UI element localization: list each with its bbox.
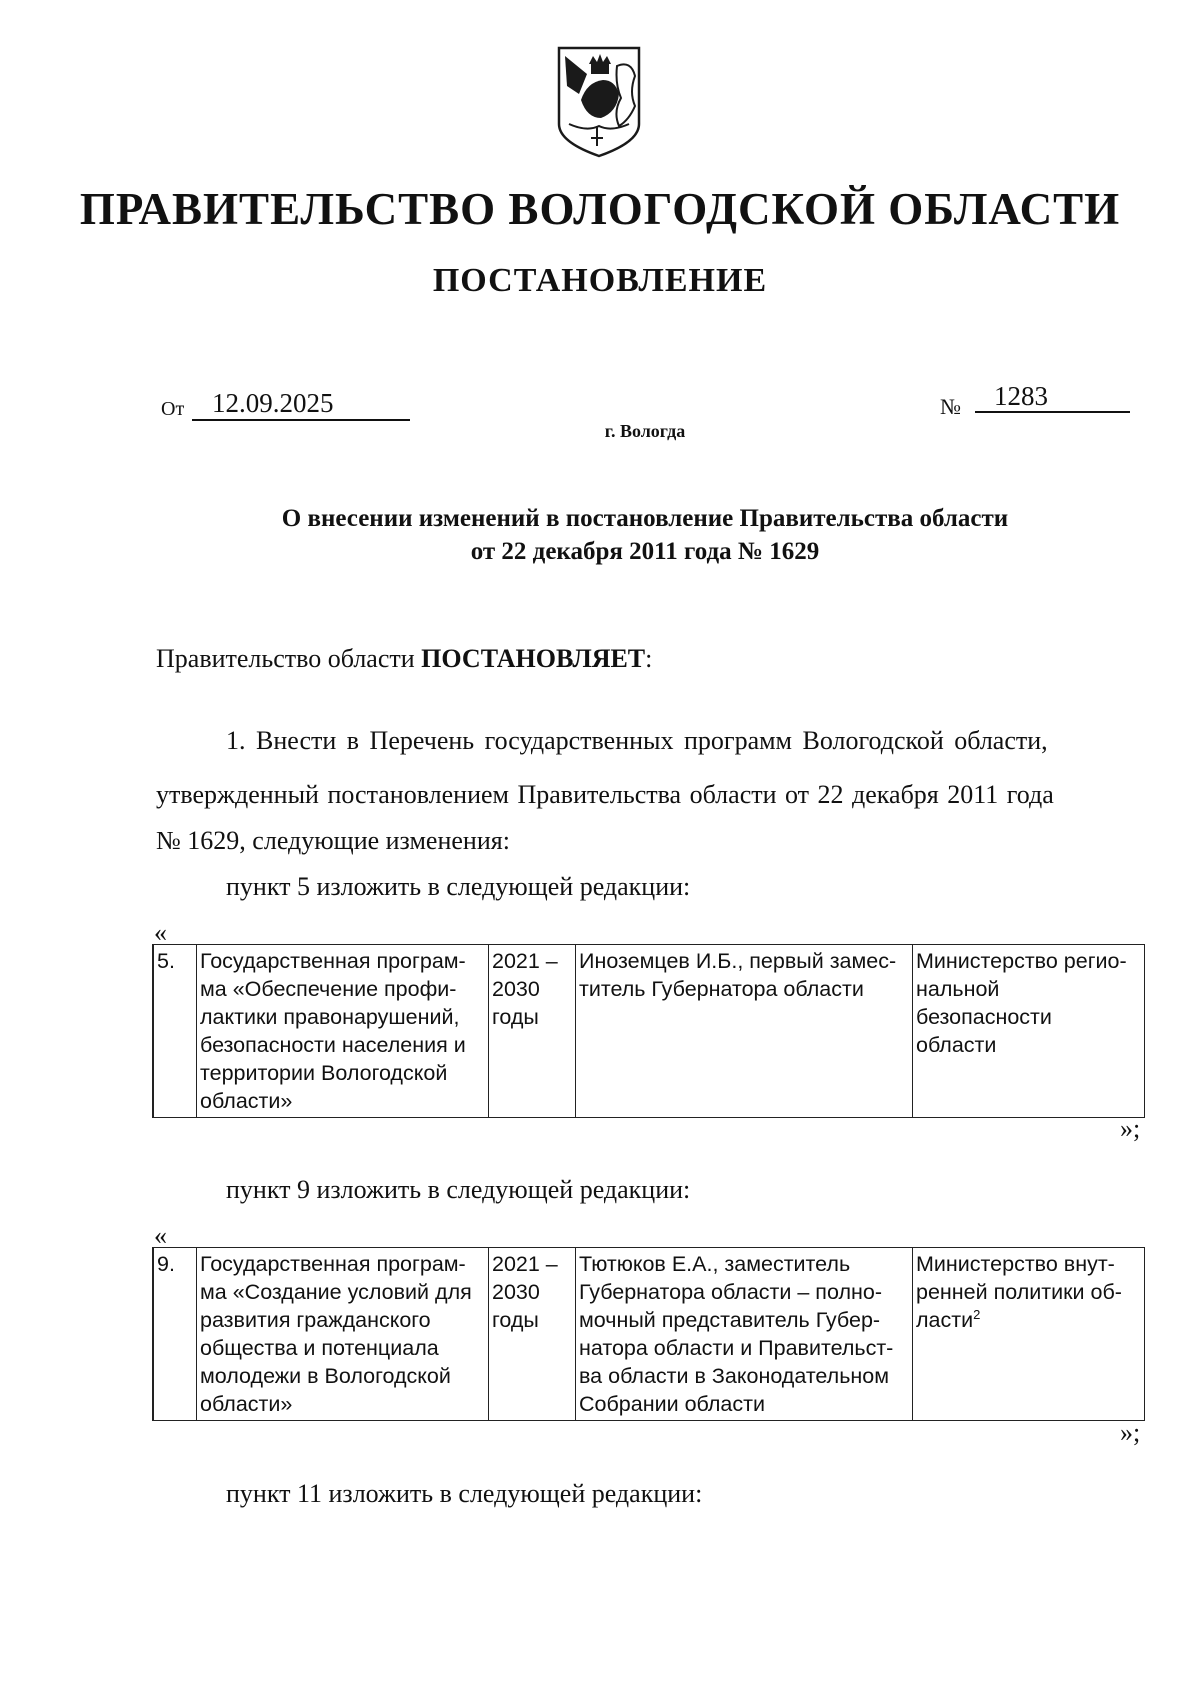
item-9-quote-open: « [154,1221,167,1250]
item-5-intro: пункт 5 изложить в следующей редакции: [226,872,691,901]
cell-number: 5. [153,945,197,1118]
cell-line: 2021 – [492,1252,558,1276]
program-table-item-9 [152,1247,1145,1421]
number-underline [975,411,1130,413]
cell-line: Министерство внут- [916,1252,1115,1276]
cell-line: мочный представитель Губер- [579,1308,881,1332]
item-11-intro: пункт 11 изложить в следующей редакции: [226,1479,703,1508]
paragraph-1-line-3: № 1629, следующие изменения: [156,826,510,855]
table-row [153,1248,1145,1421]
footnote-marker: 2 [973,1306,981,1322]
cell-executor [913,1248,1145,1421]
cell-line: 2021 – [492,949,558,973]
cell-line: развития гражданского [200,1308,431,1332]
preamble [156,644,652,674]
subject-line-2: от 22 декабря 2011 года № 1629 [470,538,820,565]
cell-line: ма «Обеспечение профи- [200,977,457,1001]
cell-line: Иноземцев И.Б., первый замес- [579,949,897,973]
preamble-colon: : [645,644,653,673]
resolves-word: ПОСТАНОВЛЯЕТ [421,644,646,673]
cell-executor [913,945,1145,1118]
preamble-text: Правительство области [156,644,422,673]
cell-line: Собрании области [579,1392,765,1416]
cell-line: годы [492,1308,539,1332]
cell-line: Губернатора области – полно- [579,1280,882,1304]
cell-line: области [916,1033,997,1057]
item-9-quote-close: »; [1120,1418,1141,1447]
cell-program-name [197,945,489,1118]
cell-line: ренней политики об- [916,1280,1122,1304]
number-label: № [940,394,961,419]
cell-line: нальной безопасности [916,977,1052,1029]
cell-line: молодежи в Вологодской [200,1364,451,1388]
cell-period [489,1248,576,1421]
cell-line: области» [200,1392,293,1416]
cell-curator [576,945,913,1118]
cell-line: Тютюков Е.А., заместитель [579,1252,851,1276]
date-label: От [161,398,185,420]
cell-curator [576,1248,913,1421]
cell-line: натора области и Правительст- [579,1336,894,1360]
item-9-intro: пункт 9 изложить в следующей редакции: [226,1175,691,1204]
cell-line: 2030 [492,1280,540,1304]
city: г. Вологда [604,421,686,441]
program-table-item-5 [152,944,1145,1118]
cell-line: общества и потенциала [200,1336,439,1360]
cell-text: ласти [916,1308,974,1332]
cell-line: Государственная програм- [200,1252,466,1276]
cell-line: области» [200,1089,293,1113]
cell-line: ма «Создание условий для [200,1280,472,1304]
cell-program-name [197,1248,489,1421]
paragraph-1-line-1: 1. Внести в Перечень государственных программ Вологодской области, [226,726,1048,755]
subject-line-1: О внесении изменений в постановление Правительства области [281,505,1009,532]
cell-line [916,1306,1141,1334]
item-5-quote-open: « [154,918,167,947]
cell-line: безопасности населения и [200,1033,466,1057]
cell-line: ва области в Законодательном [579,1364,890,1388]
government-title: ПРАВИТЕЛЬСТВО ВОЛОГОДСКОЙ ОБЛАСТИ [79,184,1121,234]
document-number: 1283 [994,381,1048,411]
table-row [153,945,1145,1118]
document-date: 12.09.2025 [212,388,334,418]
document-type: ПОСТАНОВЛЕНИЕ [432,262,768,299]
cell-line: годы [492,1005,539,1029]
coat-of-arms-emblem [557,46,641,158]
cell-line: территории Вологодской [200,1061,448,1085]
paragraph-1-line-2: утвержденный постановлением Правительства области от 22 декабря 2011 года [156,780,1054,809]
document-subject [100,502,1190,568]
cell-line: Государственная програм- [200,949,466,973]
cell-line: титель Губернатора области [579,977,864,1001]
cell-line: Министерство регио- [916,949,1127,973]
cell-period [489,945,576,1118]
cell-line: 2030 [492,977,540,1001]
cell-line: лактики правонарушений, [200,1005,460,1029]
cell-number: 9. [153,1248,197,1421]
item-5-quote-close: »; [1120,1114,1141,1143]
